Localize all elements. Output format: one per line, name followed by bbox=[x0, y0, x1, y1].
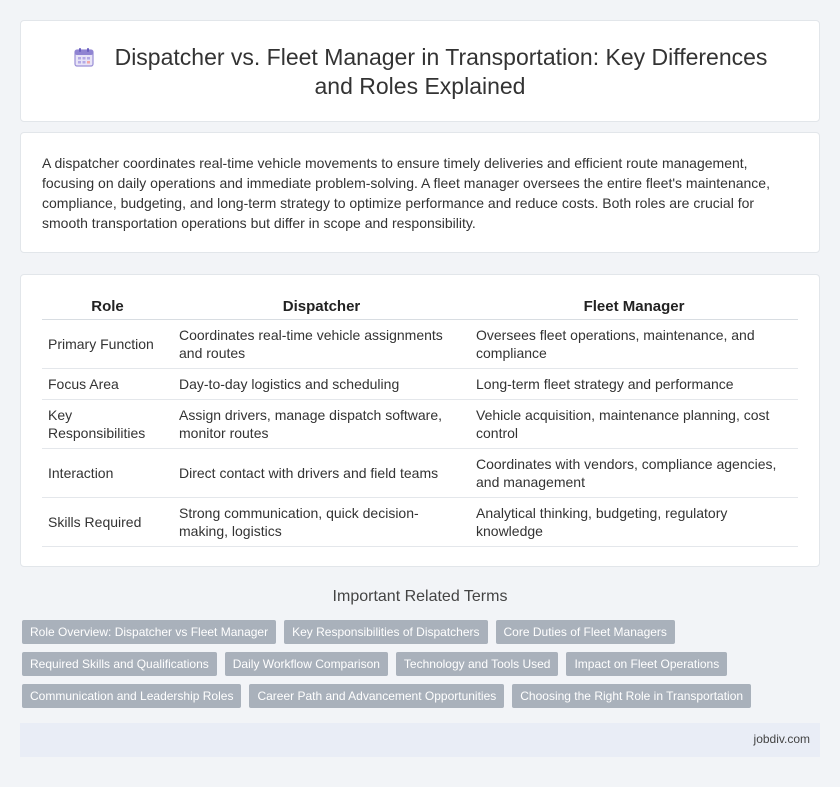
table-row bbox=[42, 448, 798, 497]
related-tag[interactable]: Required Skills and Qualifications bbox=[22, 652, 217, 676]
related-tag[interactable]: Impact on Fleet Operations bbox=[566, 652, 727, 676]
related-tag[interactable]: Communication and Leadership Roles bbox=[22, 684, 241, 708]
page-title bbox=[21, 43, 819, 101]
table-row bbox=[42, 399, 798, 448]
row-label: Focus Area bbox=[42, 368, 173, 399]
related-terms-title: Important Related Terms bbox=[332, 588, 508, 605]
fleet-manager-cell: Long-term fleet strategy and performance bbox=[470, 368, 798, 399]
fleet-manager-cell: Coordinates with vendors, compliance agencies, and management bbox=[470, 448, 798, 497]
dispatcher-cell: Assign drivers, manage dispatch software, monitor routes bbox=[173, 399, 470, 448]
header-role: Role bbox=[42, 295, 173, 319]
header-card bbox=[20, 20, 820, 122]
header-fleet-manager: Fleet Manager bbox=[470, 295, 798, 319]
table-header-row bbox=[42, 295, 798, 319]
comparison-table bbox=[42, 295, 798, 547]
related-tag[interactable]: Daily Workflow Comparison bbox=[225, 652, 388, 676]
calendar-icon bbox=[73, 46, 95, 68]
related-terms-tags bbox=[22, 620, 802, 716]
fleet-manager-cell: Analytical thinking, budgeting, regulatory knowledge bbox=[470, 497, 798, 546]
intro-paragraph: A dispatcher coordinates real-time vehicle movements to ensure timely deliveries and efficient route management, focusing on daily operations and immediate problem-solving. A fleet manager oversees the entire fleet's maintenance, compliance, budgeting, and long-term strategy to optimize performance and reduce costs. Both roles are crucial for smooth transportation operations but differ in scope and responsibility. bbox=[42, 155, 770, 231]
footer bbox=[20, 723, 820, 757]
related-tag[interactable]: Technology and Tools Used bbox=[396, 652, 559, 676]
row-label: Interaction bbox=[42, 448, 173, 497]
related-tag[interactable]: Career Path and Advancement Opportunities bbox=[249, 684, 504, 708]
row-label: Skills Required bbox=[42, 497, 173, 546]
dispatcher-cell: Strong communication, quick decision-making, logistics bbox=[173, 497, 470, 546]
fleet-manager-cell: Oversees fleet operations, maintenance, and compliance bbox=[470, 319, 798, 368]
table-row bbox=[42, 319, 798, 368]
dispatcher-cell: Day-to-day logistics and scheduling bbox=[173, 368, 470, 399]
row-label: Primary Function bbox=[42, 319, 173, 368]
table-row bbox=[42, 368, 798, 399]
related-tag[interactable]: Core Duties of Fleet Managers bbox=[496, 620, 675, 644]
related-tag[interactable]: Choosing the Right Role in Transportation bbox=[512, 684, 751, 708]
footer-site-link[interactable]: jobdiv.com bbox=[753, 732, 810, 746]
title-line-2: and Roles Explained bbox=[314, 73, 526, 99]
comparison-card bbox=[20, 274, 820, 567]
header-dispatcher: Dispatcher bbox=[173, 295, 470, 319]
table-row bbox=[42, 497, 798, 546]
row-label: Key Responsibilities bbox=[42, 399, 173, 448]
title-line-1: Dispatcher vs. Fleet Manager in Transportation: Key Differences bbox=[114, 44, 768, 70]
dispatcher-cell: Coordinates real-time vehicle assignments and routes bbox=[173, 319, 470, 368]
related-tag[interactable]: Key Responsibilities of Dispatchers bbox=[284, 620, 487, 644]
related-tag[interactable]: Role Overview: Dispatcher vs Fleet Manager bbox=[22, 620, 276, 644]
dispatcher-cell: Direct contact with drivers and field teams bbox=[173, 448, 470, 497]
intro-card bbox=[20, 132, 820, 253]
fleet-manager-cell: Vehicle acquisition, maintenance planning, cost control bbox=[470, 399, 798, 448]
